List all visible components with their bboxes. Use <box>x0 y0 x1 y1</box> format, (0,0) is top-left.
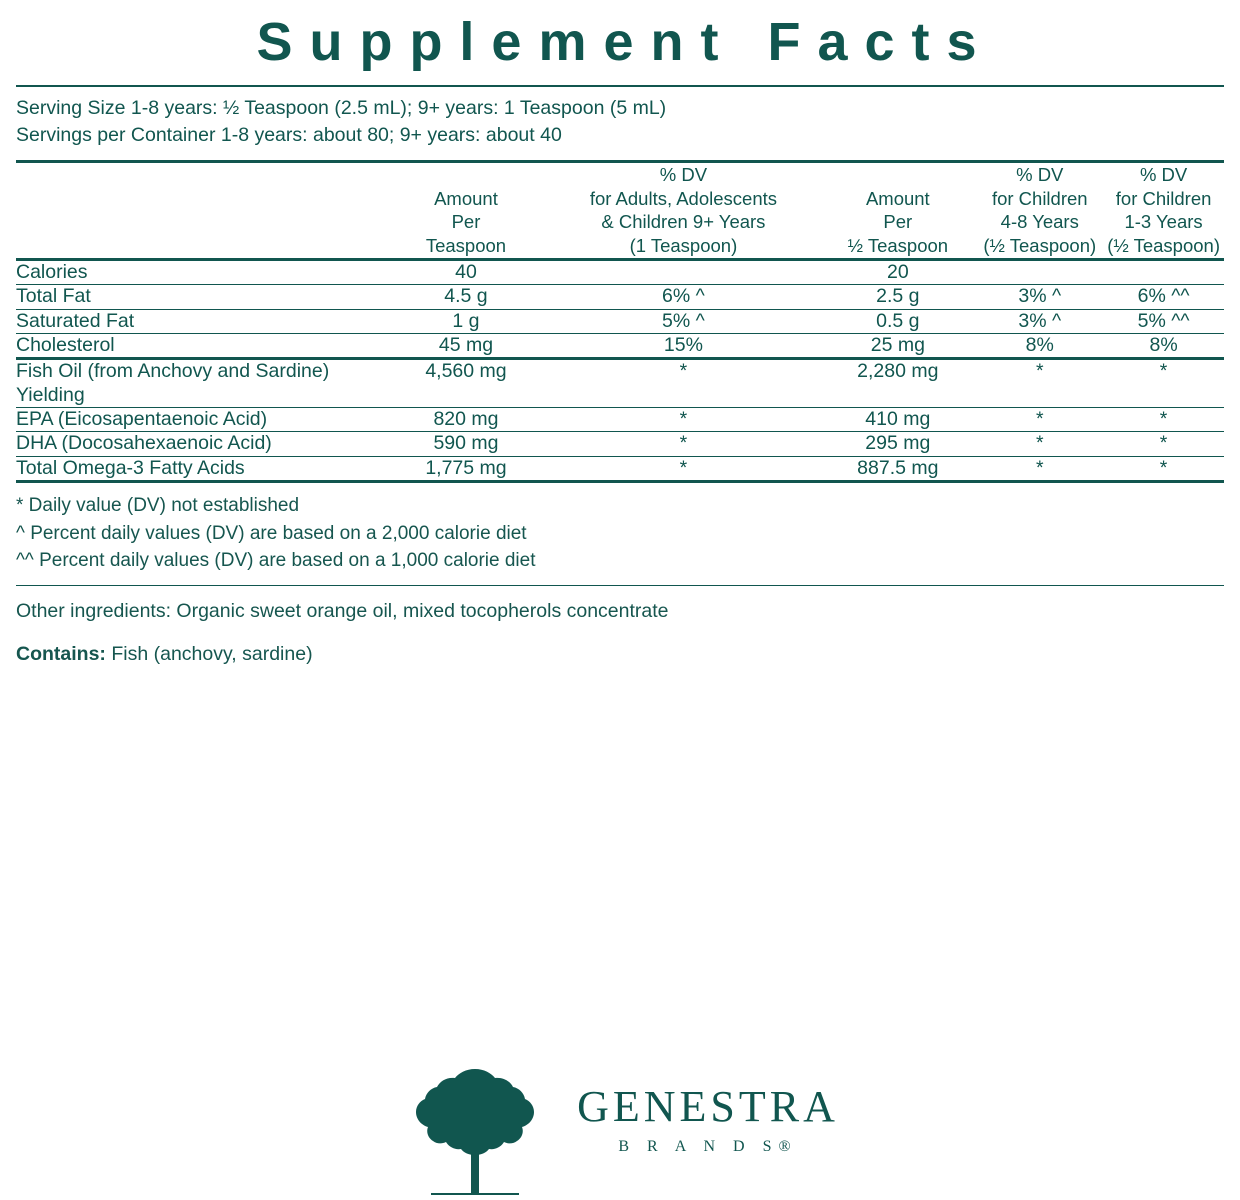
title-divider <box>16 85 1224 87</box>
row-amount-half: 2.5 g <box>819 285 976 309</box>
row-dv-child-4-8: 8% <box>976 333 1103 358</box>
serving-size-line: Serving Size 1-8 years: ½ Teaspoon (2.5 mL); 9+ years: 1 Teaspoon (5 mL) <box>16 96 667 119</box>
row-dv-child-1-3: 5% ^^ <box>1103 309 1224 333</box>
table-row <box>16 309 1224 333</box>
col2-line4: Teaspoon <box>425 235 507 257</box>
table-row <box>16 259 1224 284</box>
row-amount-teaspoon: 4,560 mg <box>384 359 547 384</box>
footnote-asterisk: * Daily value (DV) not established <box>16 495 300 517</box>
column-header-dv-children-4-8 <box>976 162 1103 260</box>
row-name: Cholesterol <box>16 333 384 358</box>
column-header-amount-per-half-teaspoon <box>819 162 976 260</box>
nutrition-table <box>16 160 1224 483</box>
row-dv-child-4-8: * <box>976 432 1103 456</box>
column-header-amount-per-teaspoon <box>384 162 547 260</box>
row-dv-adult <box>548 259 820 284</box>
col2-line3: Per <box>451 211 481 233</box>
row-amount-half: 20 <box>819 259 976 284</box>
row-name: Saturated Fat <box>16 309 384 333</box>
col6-line4: (½ Teaspoon) <box>1107 235 1220 257</box>
row-dv-child-1-3 <box>1103 259 1224 284</box>
row-dv-adult: 5% ^ <box>548 309 820 333</box>
row-dv-adult: * <box>548 408 820 432</box>
footnote-double-caret: ^^ Percent daily values (DV) are based on a 1,000 calorie diet <box>16 550 536 572</box>
row-dv-child-1-3: * <box>1103 408 1224 432</box>
table-row <box>16 456 1224 481</box>
col5-line2: for Children <box>991 187 1088 209</box>
row-dv-child-1-3: 8% <box>1103 333 1224 358</box>
col4-line3: Per <box>883 211 913 233</box>
row-amount-teaspoon: 1 g <box>384 309 547 333</box>
brand-text <box>577 1082 839 1155</box>
row-dv-adult: * <box>548 432 820 456</box>
col5-line4: (½ Teaspoon) <box>983 235 1097 257</box>
column-header-nutrient <box>16 162 384 260</box>
row-amount-teaspoon: 590 mg <box>384 432 547 456</box>
page-title: Supplement Facts <box>256 12 994 72</box>
row-name: Yielding <box>16 383 85 406</box>
brand-subtitle: B R A N D S® <box>618 1138 798 1155</box>
row-amount-teaspoon: 4.5 g <box>384 285 547 309</box>
row-dv-child-4-8 <box>976 259 1103 284</box>
row-dv-adult: * <box>548 456 820 481</box>
table-row <box>16 408 1224 432</box>
row-name: Total Fat <box>16 285 384 309</box>
row-dv-adult: 6% ^ <box>548 285 820 309</box>
contains-value: Fish (anchovy, sardine) <box>111 643 313 666</box>
row-name: EPA (Eicosapentaenoic Acid) <box>16 408 384 432</box>
row-dv-child-4-8 <box>976 384 1103 408</box>
brand-logo <box>0 1045 1240 1195</box>
column-header-dv-adults <box>548 162 820 260</box>
brand-name: GENESTRA <box>577 1082 839 1131</box>
table-row <box>16 359 1224 384</box>
contains-line <box>16 643 1224 666</box>
table-row <box>16 384 1224 408</box>
col6-line3: 1-3 Years <box>1124 211 1203 233</box>
col4-line4: ½ Teaspoon <box>847 235 949 257</box>
row-dv-child-1-3: * <box>1103 456 1224 481</box>
col3-line2: for Adults, Adolescents <box>589 187 777 209</box>
row-amount-teaspoon: 1,775 mg <box>384 456 547 481</box>
col5-line3: 4-8 Years <box>1000 211 1079 233</box>
row-name: Total Omega-3 Fatty Acids <box>16 456 384 481</box>
other-ingredients: Other ingredients: Organic sweet orange oil, mixed tocopherols concentrate <box>16 599 669 622</box>
row-amount-half: 25 mg <box>819 333 976 358</box>
row-dv-adult: 15% <box>548 333 820 358</box>
row-dv-child-4-8: 3% ^ <box>976 285 1103 309</box>
row-dv-child-4-8: 3% ^ <box>976 309 1103 333</box>
table-row <box>16 432 1224 456</box>
contains-label: Contains: <box>16 643 106 666</box>
row-amount-half: 295 mg <box>819 432 976 456</box>
supplement-facts-panel <box>16 14 1224 666</box>
row-dv-adult <box>548 384 820 408</box>
row-amount-teaspoon: 45 mg <box>384 333 547 358</box>
row-name: DHA (Docosahexaenoic Acid) <box>16 432 384 456</box>
row-amount-teaspoon: 820 mg <box>384 408 547 432</box>
row-dv-adult: * <box>548 359 820 384</box>
col5-line1: % DV <box>1016 164 1064 186</box>
col3-line1: % DV <box>659 164 708 186</box>
row-amount-teaspoon <box>384 384 547 408</box>
row-dv-child-1-3: * <box>1103 432 1224 456</box>
servings-per-container-line: Servings per Container 1-8 years: about 80; 9+ years: about 40 <box>16 124 562 147</box>
row-name: Fish Oil (from Anchovy and Sardine) <box>16 359 384 384</box>
row-dv-child-1-3: 6% ^^ <box>1103 285 1224 309</box>
col6-line2: for Children <box>1115 187 1212 209</box>
column-header-dv-children-1-3 <box>1103 162 1224 260</box>
row-amount-half: 0.5 g <box>819 309 976 333</box>
footnotes-divider <box>16 585 1224 586</box>
row-dv-child-4-8: * <box>976 408 1103 432</box>
footnote-caret: ^ Percent daily values (DV) are based on a 2,000 calorie diet <box>16 522 527 544</box>
footnotes <box>16 492 1224 575</box>
col3-line3: & Children 9+ Years <box>601 211 766 233</box>
row-dv-child-1-3 <box>1103 384 1224 408</box>
row-name: Calories <box>16 259 384 284</box>
row-amount-teaspoon: 40 <box>384 259 547 284</box>
col2-line2: Amount <box>434 187 498 209</box>
row-amount-half: 2,280 mg <box>819 359 976 384</box>
table-row <box>16 333 1224 358</box>
row-dv-child-4-8: * <box>976 456 1103 481</box>
col6-line1: % DV <box>1139 164 1188 186</box>
col4-line2: Amount <box>865 187 930 209</box>
table-header-row <box>16 162 1224 260</box>
tree-icon <box>401 1045 551 1195</box>
row-amount-half <box>819 384 976 408</box>
table-row <box>16 285 1224 309</box>
row-amount-half: 887.5 mg <box>819 456 976 481</box>
row-dv-child-4-8: * <box>976 359 1103 384</box>
row-amount-half: 410 mg <box>819 408 976 432</box>
col3-line4: (1 Teaspoon) <box>629 235 738 257</box>
row-dv-child-1-3: * <box>1103 359 1224 384</box>
